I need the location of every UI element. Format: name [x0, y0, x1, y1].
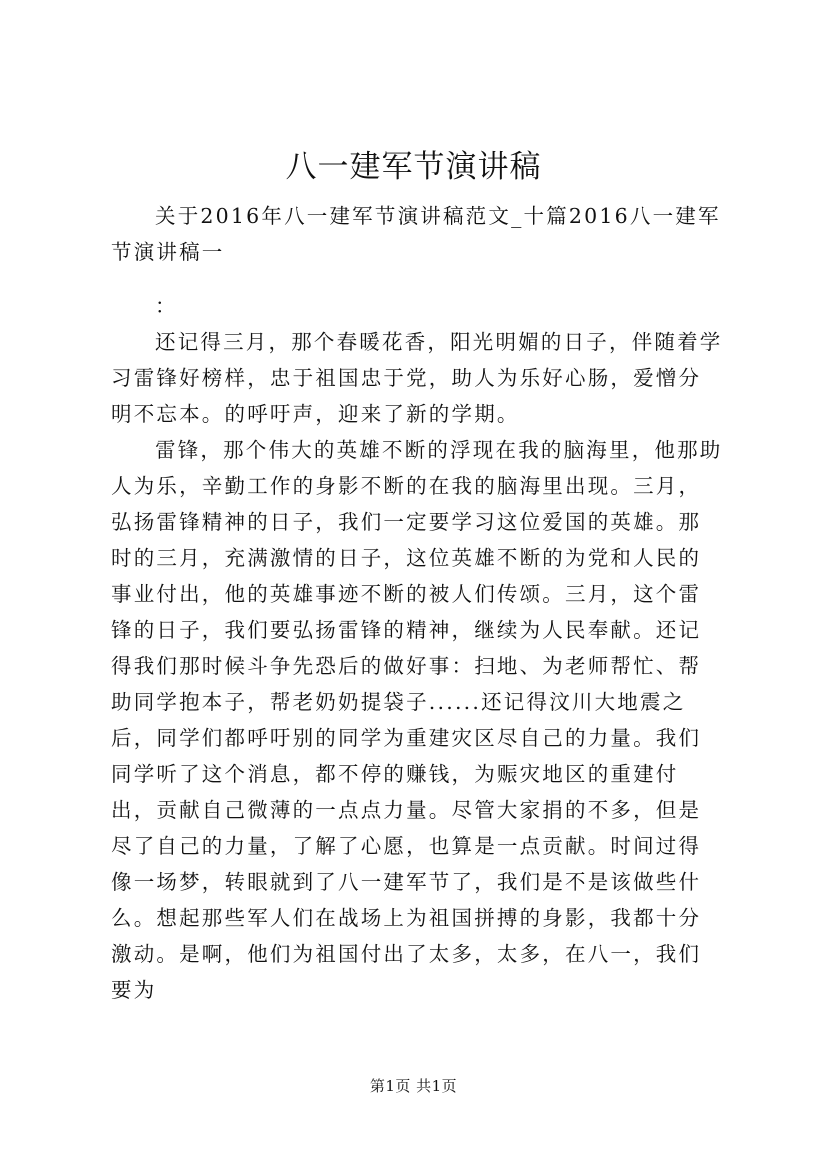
- document-title: 八一建军节演讲稿: [285, 149, 542, 185]
- paragraph-1: 还记得三月，那个春暖花香，阳光明媚的日子，伴随着学习雷锋好榜样，忠于祖国忠于党，助人为乐好心肠，爱憎分明不忘本。的呼吁声，迎来了新的学期。: [111, 330, 723, 426]
- document-subtitle: 关于2016年八一建军节演讲稿范文_十篇2016八一建军节演讲稿一: [111, 204, 721, 264]
- document-body: [111, 198, 723, 1008]
- paragraph-2: 雷锋，那个伟大的英雄不断的浮现在我的脑海里，他那助人为乐，辛勤工作的身影不断的在我的脑海里出现。三月，弘扬雷锋精神的日子，我们一定要学习这位爱国的英雄。那时的三月，充满激情的日子，这位英雄不断的为党和人民的事业付出，他的英雄事迹不断的被人们传颂。三月，这个雷锋的日子，我们要弘扬雷锋的精神，继续为人民奉献。还记得我们那时候斗争先恐后的做好事：扫地、为老师帮忙、帮助同学抱本子，帮老奶奶提袋子......还记得汶川大地震之后，同学们都呼吁别的同学为重建灾区尽自己的力量。我们同学听了这个消息，都不停的赚钱，为赈灾地区的重建付出，贡献自己微薄的一点点力量。尽管大家捐的不多，但是尽了自己的力量，了解了心愿，也算是一点贡献。时间过得像一场梦，转眼就到了八一建军节了，我们是不是该做些什么。想起那些军人们在战场上为祖国拼搏的身影，我都十分激动。是啊，他们为祖国付出了太多，太多，在八一，我们要为: [111, 438, 723, 1002]
- page-number-footer: 第1页 共1页: [369, 1077, 458, 1095]
- colon-line: ：: [155, 294, 178, 318]
